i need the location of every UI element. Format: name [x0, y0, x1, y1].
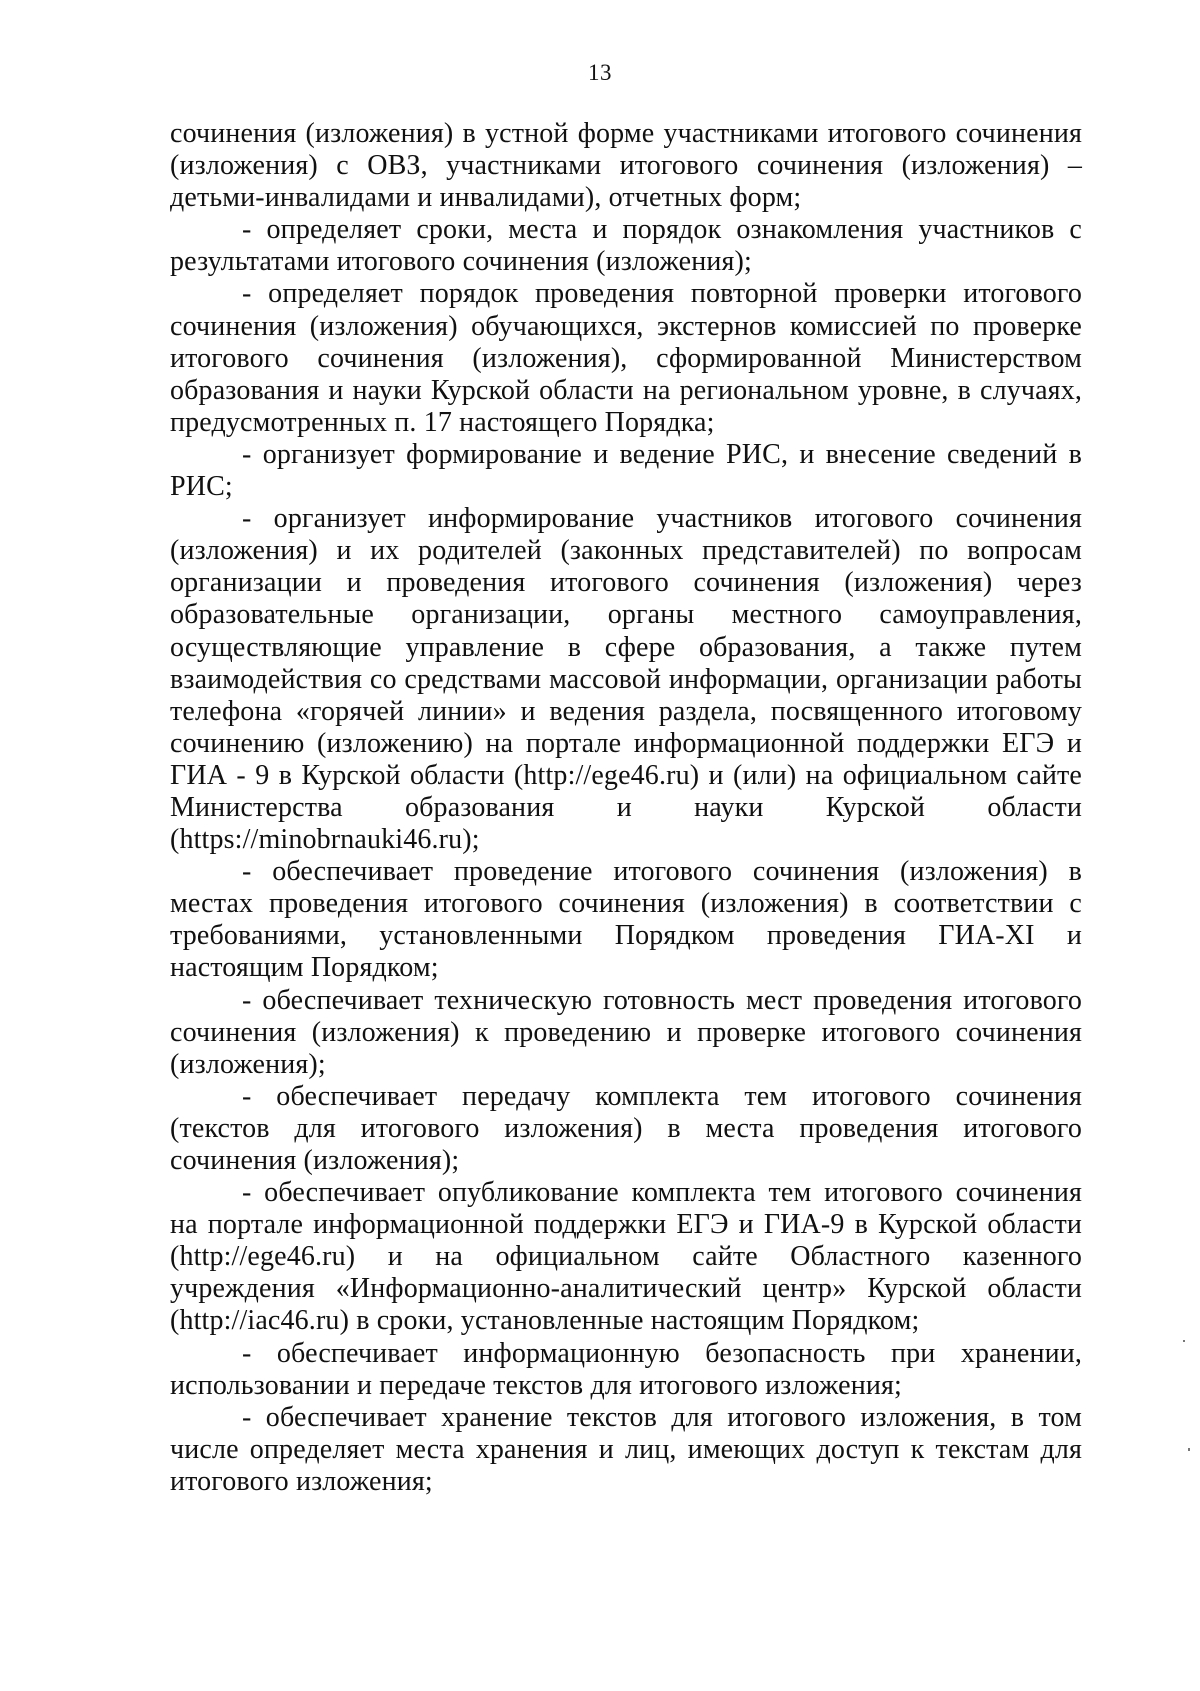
paragraph-item: - обеспечивает передачу комплекта тем итогового сочинения (текстов для итогового изложения) в места проведения итогового сочинения (изложения); — [170, 1080, 1082, 1176]
scan-speck — [1188, 1448, 1190, 1451]
paragraph-item: - организует формирование и ведение РИС, и внесение сведений в РИС; — [170, 438, 1082, 503]
paragraph-item: - обеспечивает техническую готовность мест проведения итогового сочинения (изложения) к проведению и проверке итогового сочинения (изложения); — [170, 984, 1082, 1080]
paragraph-item: - обеспечивает информационную безопасность при хранении, использовании и передаче текстов для итогового изложения; — [170, 1337, 1082, 1401]
page-number: 13 — [588, 60, 612, 85]
body-text — [170, 118, 1082, 1498]
paragraph-continuation: сочинения (изложения) в устной форме участниками итогового сочинения (изложения) с ОВЗ, участниками итогового сочинения (изложения) – детьми-инвалидами и инвалидами), отчетных форм; — [170, 118, 1082, 214]
paragraph-item: - определяет сроки, места и порядок ознакомления участников с результатами итогового сочинения (изложения); — [170, 214, 1082, 278]
scan-speck — [1183, 1340, 1185, 1342]
paragraph-item: - организует информирование участников итогового сочинения (изложения) и их родителей (законных представителей) по вопросам организации и проведения итогового сочинения (изложения) через образовательные организации, органы местного самоуправления, осуществляющие управление в сфере образования, а также путем взаимодействия со средствами массовой информации, организации работы телефона «горячей линии» и ведения раздела, посвященного итоговому сочинению (изложению) на портале информационной поддержки ЕГЭ и ГИА - 9 в Курской области (http://ege46.ru) и (или) на официальном сайте Министерства образования и науки Курской области (https://minobrnauki46.ru); — [170, 503, 1082, 856]
paragraph-item: - определяет порядок проведения повторной проверки итогового сочинения (изложения) обучающихся, экстернов комиссией по проверке итогового сочинения (изложения), сформированной Министерством образования и науки Курской области на региональном уровне, в случаях, предусмотренных п. 17 настоящего Порядка; — [170, 278, 1082, 438]
paragraph-item: - обеспечивает проведение итогового сочинения (изложения) в местах проведения итогового сочинения (изложения) в соответствии с требованиями, установленными Порядком проведения ГИА-XI и настоящим Порядком; — [170, 856, 1082, 984]
paragraph-item: - обеспечивает опубликование комплекта тем итогового сочинения на портале информационной поддержки ЕГЭ и ГИА-9 в Курской области (http://ege46.ru) и на официальном сайте Областного казенного учреждения «Информационно-аналитический центр» Курской области (http://iac46.ru) в сроки, установленные настоящим Порядком; — [170, 1177, 1082, 1337]
paragraph-item: - обеспечивает хранение текстов для итогового изложения, в том числе определяет места хранения и лиц, имеющих доступ к текстам для итогового изложения; — [170, 1401, 1082, 1497]
